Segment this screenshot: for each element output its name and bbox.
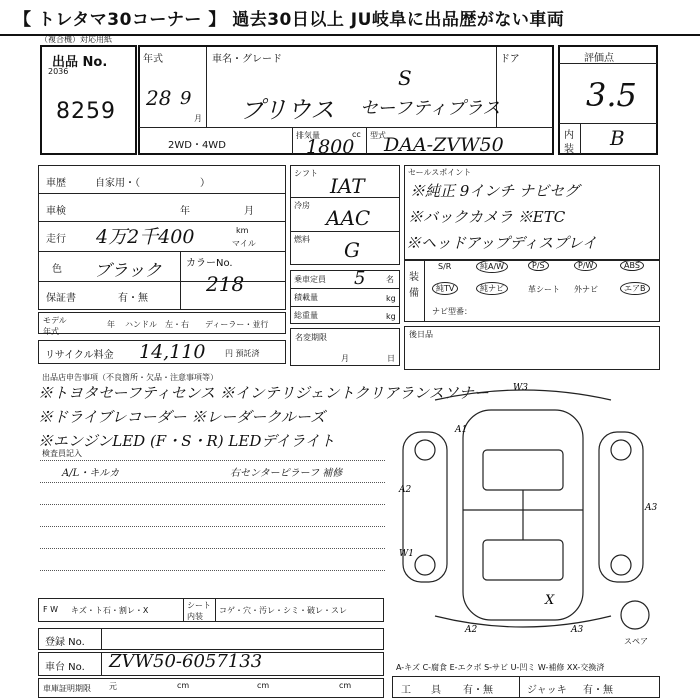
name-change-day: 日 bbox=[387, 354, 395, 363]
name-change-month: 月 bbox=[341, 354, 349, 363]
equip-sr: S/R bbox=[438, 262, 452, 271]
grade-suffix: S bbox=[398, 66, 412, 90]
gross-unit: kg bbox=[386, 312, 396, 321]
equip-ext-navi: 外ナビ bbox=[574, 285, 598, 294]
cert-label: 車庫証明期限 bbox=[43, 684, 91, 693]
equip-leather: 革シート bbox=[528, 285, 560, 294]
cert-item-4: cm bbox=[339, 681, 352, 690]
sales-point-line-3: ※ヘッドアップディスプレイ bbox=[406, 234, 597, 252]
fw-items: キズ・ト石・割レ・X bbox=[71, 606, 149, 615]
recycle-value: 14,110 bbox=[139, 341, 206, 363]
sales-point-label: セールスポイント bbox=[408, 168, 472, 177]
drive-label: 2WD・4WD bbox=[168, 140, 226, 151]
fw-label: F W bbox=[43, 605, 59, 614]
interior-value: B bbox=[610, 126, 625, 150]
score-value: 3.5 bbox=[586, 76, 637, 114]
name-label: 車名・グレード bbox=[212, 54, 282, 65]
capacity-label: 乗車定員 bbox=[294, 275, 326, 284]
year-label: 年式 bbox=[143, 54, 163, 65]
recycle-unit: 円 預託済 bbox=[225, 349, 260, 358]
shop-notes-line-1: ※トヨタセーフティセンス ※インテリジェントクリアランスソナー bbox=[38, 384, 489, 402]
history-options: 自家用・（ ） bbox=[95, 178, 210, 189]
equip-ps: P/S bbox=[528, 260, 549, 271]
equip-airbag: エアB bbox=[620, 282, 650, 295]
interior-label-1: 内 bbox=[564, 130, 574, 141]
inspection-month: 月 bbox=[244, 206, 254, 217]
cert-item-2: cm bbox=[177, 681, 190, 690]
warranty-options: 有・無 bbox=[118, 293, 148, 304]
equip-abs: ABS bbox=[620, 260, 644, 271]
mileage-label: 走行 bbox=[46, 234, 66, 245]
color-code-label: カラーNo. bbox=[186, 258, 233, 269]
interior-label-2: 装 bbox=[564, 144, 574, 155]
jack-options: 有・無 bbox=[583, 685, 613, 696]
inspector-note-1: A/L・キルカ bbox=[62, 468, 120, 479]
diagram-mark-x: X bbox=[545, 593, 555, 608]
banner-text: 【 トレタマ30コーナー 】 過去30日以上 JU岐阜に出品歴がない車両 bbox=[14, 10, 565, 30]
color-value: ブラック bbox=[94, 261, 162, 281]
spare-label: スペア bbox=[624, 637, 648, 646]
inspection-label: 車検 bbox=[46, 206, 66, 217]
cert-item-1: 元 bbox=[109, 682, 117, 691]
grade-value: セーフティプラス bbox=[360, 98, 501, 119]
capacity-value: 5 bbox=[354, 268, 366, 289]
load-unit: kg bbox=[386, 294, 396, 303]
load-label: 積載量 bbox=[294, 293, 318, 302]
sales-point-line-2: ※バックカメラ ※ETC bbox=[408, 208, 566, 226]
cert-item-3: cm bbox=[257, 681, 270, 690]
color-label: 色 bbox=[52, 264, 62, 275]
model-change-row bbox=[38, 312, 286, 334]
name-change-label: 名変期限 bbox=[295, 333, 327, 342]
car-damage-diagram bbox=[395, 380, 665, 635]
diagram-mark-w3: W3 bbox=[513, 383, 528, 393]
history-label: 車歴 bbox=[46, 178, 66, 189]
ac-label: 冷房 bbox=[294, 201, 310, 210]
recycle-label: リサイクル料金 bbox=[45, 350, 114, 361]
inspector-label: 検査員記入 bbox=[42, 449, 82, 458]
registration-row bbox=[38, 628, 384, 650]
diagram-mark-a3-bottom: A3 bbox=[571, 625, 584, 635]
diagram-mark-a3-right: A3 bbox=[645, 503, 658, 513]
equipment-label-1: 装 bbox=[409, 272, 419, 283]
model-change-year: 年 bbox=[107, 320, 115, 329]
equip-pw: P/W bbox=[574, 260, 597, 271]
diagram-mark-a1: A1 bbox=[455, 425, 468, 435]
mileage-unit-km: km bbox=[236, 226, 249, 235]
equipment-label-2: 備 bbox=[409, 288, 419, 299]
displacement-label: 排気量 bbox=[296, 131, 320, 140]
fuel-label: 燃料 bbox=[294, 235, 310, 244]
inspection-year: 年 bbox=[180, 206, 190, 217]
lot-label: 出品 No. bbox=[52, 55, 108, 70]
inspector-note-2: 右センターピラーフ 補修 bbox=[230, 468, 343, 479]
name-value: プリウス bbox=[240, 96, 335, 124]
seat-label: シート内装 bbox=[187, 601, 211, 621]
diagram-mark-a2-left: A2 bbox=[399, 485, 412, 495]
jack-label: ジャッキ bbox=[527, 685, 567, 696]
shop-notes-line-2: ※ドライブレコーダー ※レーダークルーズ bbox=[38, 408, 326, 426]
shift-value: IAT bbox=[330, 174, 365, 198]
equip-tv: 純TV bbox=[432, 282, 458, 295]
tools-label: 工 具 bbox=[401, 685, 441, 696]
name-change-box bbox=[290, 328, 400, 366]
tools-options: 有・無 bbox=[463, 685, 493, 696]
ac-value: AAC bbox=[326, 206, 371, 230]
header-banner-bar bbox=[0, 0, 700, 36]
model-label: 型式 bbox=[370, 131, 386, 140]
model-change-handle: ハンドル 左・右 bbox=[125, 320, 189, 329]
displacement-unit: cc bbox=[352, 130, 361, 139]
mileage-value: 4万2千400 bbox=[96, 226, 195, 248]
diagram-mark-w1: W1 bbox=[399, 549, 414, 559]
score-label: 評価点 bbox=[584, 53, 614, 64]
lot-number: 8259 bbox=[56, 99, 116, 124]
month-label: 月 bbox=[194, 114, 202, 123]
model-change-dealer: ディーラー・並行 bbox=[205, 320, 269, 329]
aftermarket-label: 後日品 bbox=[409, 330, 433, 339]
chassis-row bbox=[38, 652, 384, 676]
month-value: 9 bbox=[180, 88, 192, 109]
tools-row bbox=[392, 676, 660, 698]
capacity-unit: 名 bbox=[386, 275, 394, 284]
shop-notes-label: 出品店申告事項（不良箇所・欠品・注意事項等） bbox=[42, 373, 218, 382]
mileage-unit-mile: マイル bbox=[232, 239, 256, 248]
sales-point-line-1: ※純正 9インチ ナビセグ bbox=[410, 182, 580, 200]
model-change-label: モデル年式 bbox=[43, 316, 67, 336]
model-value: DAA-ZVW50 bbox=[384, 134, 504, 156]
registration-label: 登録 No. bbox=[45, 637, 85, 648]
aftermarket-box bbox=[404, 326, 660, 370]
displacement-value: 1800 bbox=[306, 136, 355, 158]
subnote: （複合機）対応用紙 bbox=[40, 35, 112, 44]
recycle-row bbox=[38, 340, 286, 364]
color-code-value: 218 bbox=[206, 272, 245, 296]
shop-notes-line-3: ※エンジンLED (F・S・R) LEDデイライト bbox=[38, 432, 335, 450]
seat-items: コゲ・穴・汚レ・シミ・破レ・スレ bbox=[219, 606, 347, 615]
damage-legend: A-キズ C-腐食 E-エクボ S-サビ U-凹ミ W-補修 XX-交換済 bbox=[396, 663, 605, 672]
gross-label: 総重量 bbox=[294, 311, 318, 320]
chassis-label: 車台 No. bbox=[45, 662, 85, 673]
warranty-label: 保証書 bbox=[46, 293, 76, 304]
lot-small-number: 2036 bbox=[48, 67, 69, 76]
equip-aw: 純A/W bbox=[476, 260, 508, 273]
door-label: ドア bbox=[500, 54, 520, 65]
chassis-value: ZVW50-6057133 bbox=[109, 651, 263, 672]
fw-row bbox=[38, 598, 384, 622]
lot-box bbox=[40, 45, 137, 155]
diagram-mark-a2-bottom: A2 bbox=[465, 625, 478, 635]
shift-label: シフト bbox=[294, 169, 318, 178]
fuel-value: G bbox=[344, 238, 360, 262]
navi-model-label: ナビ型番： bbox=[432, 307, 472, 316]
cert-row bbox=[38, 678, 384, 698]
year-value: 28 bbox=[146, 86, 172, 110]
equip-navi: 純ナビ bbox=[476, 282, 508, 295]
